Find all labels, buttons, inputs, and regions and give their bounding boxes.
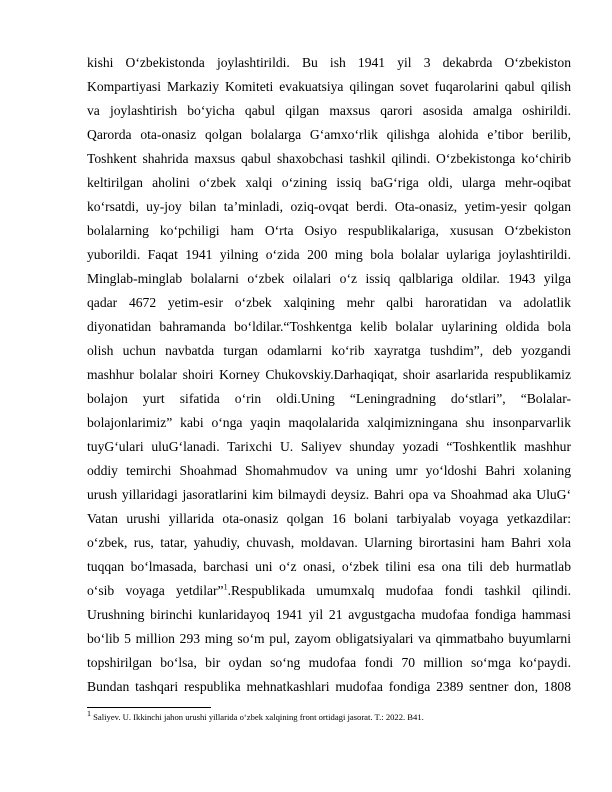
body-line: Urushning birinchi kunlaridayoq 1941 yil 21 avgustgacha mudofaa fondiga hammasi [87,607,571,622]
body-line: Qarorda ota-onasiz qolgan bolalarga G‘amxo‘rlik qilishga alohida e’tibor berilib, [87,127,571,142]
body-line: Bundan tashqari respublika mehnatkashlari mudofaa fondiga 2389 sentner don, 1808 [87,679,571,694]
body-line: bolajonlarimiz” kabi o‘nga yaqin maqolalarida xalqimizningana shu insonparvarlik [87,415,571,430]
body-line: oddiy temirchi Shoahmad Shomahmudov va uning umr yo‘ldoshi Bahri xolaning [87,463,571,478]
body-line-with-footnote-ref [87,583,571,599]
footnote-marker: 1 [87,711,91,719]
body-line: olish uchun navbatda turgan odamlarni ko‘rib xayratga tushdim”, deb yozgandi [87,343,571,358]
footnote [87,711,571,723]
footnote-reference: 1 [223,583,228,592]
body-line: urush yillaridagi jasoratlarini kim bilmaydi deysiz. Bahri opa va Shoahmad aka UluG‘ [87,487,571,502]
body-line: keltirilgan aholini o‘zbek xalqi o‘zining issiq baG‘riga oldi, ularga mehr-oqibat [87,175,571,190]
body-line: bolajon yurt sifatida o‘rin oldi.Uning “Leningradning do‘stlari”, “Bolalar- [87,391,571,406]
body-line: topshirilgan bo‘lsa, bir oydan so‘ng mudofaa fondi 70 million so‘mga ko‘paydi. [87,655,571,670]
body-line: Toshkent shahrida maxsus qabul shaxobchasi tashkil qilindi. O‘zbekistonga ko‘chirib [87,151,571,166]
body-line: qadar 4672 yetim-esir o‘zbek xalqining mehr qalbi haroratidan va adolatlik [87,295,571,310]
body-line: o‘zbek, rus, tatar, yahudiy, chuvash, moldavan. Ularning birortasini ham Bahri xola [87,535,571,550]
footnote-text: Saliyev. U. Ikkinchi jahon urushi yillarida o‘zbek xalqining front ortidagi jasorat. T.: 2022. B41. [91,712,424,722]
body-line: Kompartiyasi Markaziy Komiteti evakuatsiya qilingan sovet fuqarolarini qabul qilish [87,79,571,94]
body-line: diyonatidan bahramanda bo‘ldilar.“Toshkentga kelib bolalar uylarining oldida bola [87,319,571,334]
body-line: va joylashtirish bo‘yicha qabul qilgan maxsus qarori asosida amalga oshirildi. [87,103,571,118]
body-line: kishi O‘zbekistonda joylashtirildi. Bu ish 1941 yil 3 dekabrda O‘zbekiston [87,55,571,70]
body-line-start: o‘sib voyaga yetdilar” [87,583,224,598]
body-line: yuborildi. Faqat 1941 yilning o‘zida 200 ming bola bolalar uylariga joylashtirildi. [87,247,571,262]
body-line: tuyG‘ulari uluG‘lanadi. Tarixchi U. Saliyev shunday yozadi “Toshkentlik mashhur [87,439,571,454]
body-line: Minglab-minglab bolalarni o‘zbek oilalari o‘z issiq qalblariga oldilar. 1943 yilga [87,271,571,286]
body-line: mashhur bolalar shoiri Korney Chukovskiy.Darhaqiqat, shoir asarlarida respublikamiz [87,367,571,382]
body-line-end: .Respublikada umumxalq mudofaa fondi tashkil qilindi. [227,583,571,598]
footnote-separator [87,707,211,708]
body-line: tuqqan bo‘lmasada, barchasi uni o‘z onasi, o‘zbek tilini esa ona tili deb hurmatlab [87,559,571,574]
body-line: Vatan urushi yillarida ota-onasiz qolgan 16 bolani tarbiyalab voyaga yetkazdilar: [87,511,571,526]
body-line: bolalarning ko‘pchiligi ham O‘rta Osiyo respublikalariga, xususan O‘zbekiston [87,223,571,238]
body-line: ko‘rsatdi, uy-joy bilan ta’minladi, oziq-ovqat berdi. Ota-onasiz, yetim-yesir qolgan [87,199,571,214]
body-line: bo‘lib 5 million 293 ming so‘m pul, zayom obligatsiyalari va qimmatbaho buyumlarni [87,631,571,646]
